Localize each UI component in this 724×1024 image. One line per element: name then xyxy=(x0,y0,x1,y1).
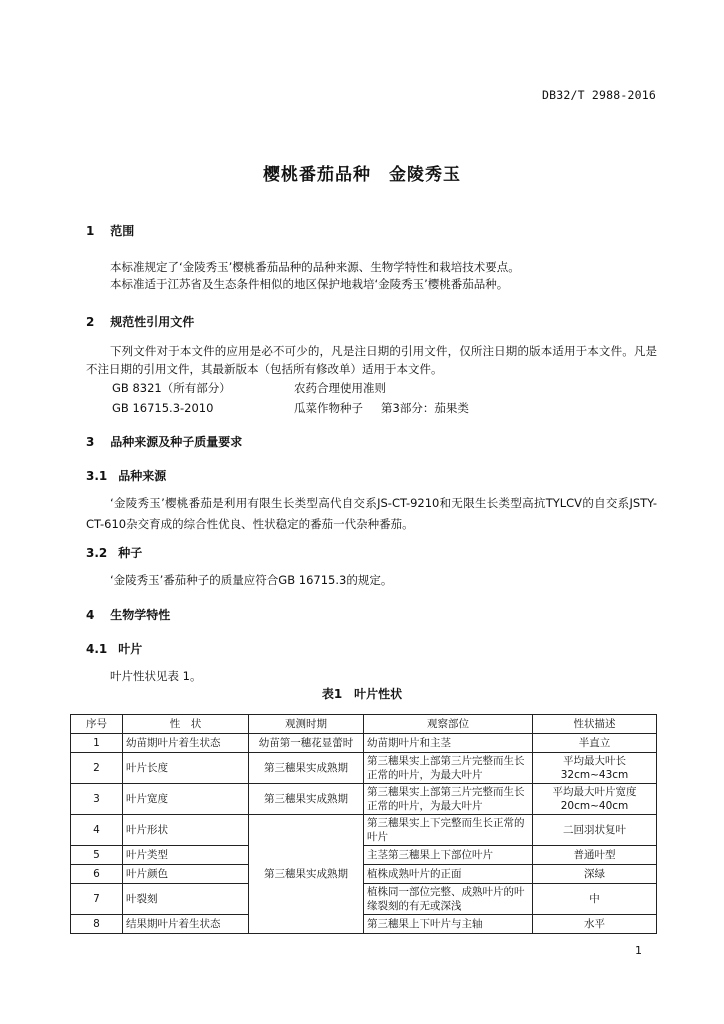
paragraph: 叶片性状见表 1。 xyxy=(110,669,202,683)
part-cell: 第三穗果实上部第三片完整而生长正常的叶片，为最大叶片 xyxy=(364,753,533,784)
section-title: 生物学特性 xyxy=(110,608,171,622)
section-title: 品种来源及种子质量要求 xyxy=(110,435,243,449)
description-cell: 平均最大叶长 32cm~43cm xyxy=(533,753,657,784)
page-number: 1 xyxy=(635,944,642,957)
section-3-heading xyxy=(86,433,242,450)
section-number: 3.1 xyxy=(86,469,108,483)
reference-row xyxy=(112,380,386,396)
trait-cell: 叶片宽度 xyxy=(123,784,249,815)
column-header: 观测时期 xyxy=(249,715,364,734)
reference-code: GB 16715.3-2010 xyxy=(112,401,214,415)
reference-name: 农药合理使用准则 xyxy=(294,381,386,395)
reference-name: 瓜菜作物种子 xyxy=(294,401,363,415)
description-cell: 半直立 xyxy=(533,734,657,753)
paragraph: ‘金陵秀玉’番茄种子的质量应符合GB 16715.3的规定。 xyxy=(110,573,393,587)
section-title: 规范性引用文件 xyxy=(110,315,195,329)
table-row xyxy=(71,846,657,865)
description-cell: 平均最大叶片宽度 20cm~40cm xyxy=(533,784,657,815)
section-title: 范围 xyxy=(110,224,135,238)
row-number: 6 xyxy=(71,865,123,884)
column-header: 观察部位 xyxy=(364,715,533,734)
paragraph: ‘金陵秀玉’樱桃番茄是利用有限生长类型高代自交系JS-CT-9210和无限生长类型高抗TYLCV的自交系JSTY-CT-610杂交育成的综合性优良、性状稳定的番茄一代杂种番茄。 xyxy=(86,496,657,531)
leaf-traits-table xyxy=(70,714,657,934)
trait-cell: 结果期叶片着生状态 xyxy=(123,915,249,934)
section-number: 4 xyxy=(86,608,95,622)
description-cell: 深绿 xyxy=(533,865,657,884)
table-row xyxy=(71,884,657,915)
part-cell: 第三穗果上下叶片与主轴 xyxy=(364,915,533,934)
part-cell: 植株成熟叶片的正面 xyxy=(364,865,533,884)
table-row xyxy=(71,815,657,846)
paragraph: 本标准规定了‘金陵秀玉’樱桃番茄品种的品种来源、生物学特性和栽培技术要点。 xyxy=(110,260,520,274)
description-cell: 二回羽状复叶 xyxy=(533,815,657,846)
section-title: 叶片 xyxy=(118,642,143,656)
trait-cell: 叶裂刻 xyxy=(123,884,249,915)
table-header-row xyxy=(71,715,657,734)
row-number: 2 xyxy=(71,753,123,784)
description-cell: 中 xyxy=(533,884,657,915)
part-cell: 幼苗期叶片和主茎 xyxy=(364,734,533,753)
trait-cell: 幼苗期叶片着生状态 xyxy=(123,734,249,753)
part-cell: 第三穗果实上部第三片完整而生长正常的叶片，为最大叶片 xyxy=(364,784,533,815)
shared-period-cell: 第三穗果实成熟期 xyxy=(249,815,364,934)
table-row xyxy=(71,915,657,934)
period-cell: 第三穗果实成熟期 xyxy=(249,753,364,784)
section-2-heading xyxy=(86,313,194,330)
paragraph: 本标准适于江苏省及生态条件相似的地区保护地栽培‘金陵秀玉’樱桃番茄品种。 xyxy=(110,277,509,291)
section-3-2-heading xyxy=(86,544,142,561)
column-header: 性 状 xyxy=(123,715,249,734)
document-code: DB32/T 2988-2016 xyxy=(542,88,656,102)
trait-cell: 叶片类型 xyxy=(123,846,249,865)
row-number: 4 xyxy=(71,815,123,846)
part-cell: 第三穗果实上下完整而生长正常的叶片 xyxy=(364,815,533,846)
description-cell: 普通叶型 xyxy=(533,846,657,865)
trait-cell: 叶片颜色 xyxy=(123,865,249,884)
row-number: 8 xyxy=(71,915,123,934)
section-3-1-heading xyxy=(86,467,166,484)
reference-row xyxy=(112,400,469,416)
section-4-heading xyxy=(86,606,170,623)
section-number: 4.1 xyxy=(86,642,108,656)
document-title: 樱桃番茄品种 金陵秀玉 xyxy=(263,165,461,185)
description-cell: 水平 xyxy=(533,915,657,934)
table-caption: 表1 叶片性状 xyxy=(321,687,403,701)
table-row xyxy=(71,865,657,884)
paragraph: 下列文件对于本文件的应用是必不可少的，凡是注日期的引用文件，仅所注日期的版本适用于本文件。凡是不注日期的引用文件，其最新版本（包括所有修改单）适用于本文件。 xyxy=(86,344,657,376)
table-row xyxy=(71,734,657,753)
section-number: 3.2 xyxy=(86,546,108,560)
section-4-1-heading xyxy=(86,640,142,657)
section-1-heading xyxy=(86,222,134,239)
part-cell: 植株同一部位完整、成熟叶片的叶缘裂刻的有无或深浅 xyxy=(364,884,533,915)
section-number: 3 xyxy=(86,435,95,449)
section-number: 2 xyxy=(86,315,95,329)
column-header: 序号 xyxy=(71,715,123,734)
period-cell: 幼苗第一穗花显蕾时 xyxy=(249,734,364,753)
section-title: 品种来源 xyxy=(118,469,167,483)
period-cell: 第三穗果实成熟期 xyxy=(249,784,364,815)
table-row xyxy=(71,784,657,815)
reference-code: GB 8321（所有部分） xyxy=(112,381,231,395)
row-number: 7 xyxy=(71,884,123,915)
section-number: 1 xyxy=(86,224,95,238)
row-number: 1 xyxy=(71,734,123,753)
reference-extra: 第3部分：茄果类 xyxy=(381,401,469,415)
trait-cell: 叶片形状 xyxy=(123,815,249,846)
section-title: 种子 xyxy=(118,546,143,560)
row-number: 5 xyxy=(71,846,123,865)
column-header: 性状描述 xyxy=(533,715,657,734)
row-number: 3 xyxy=(71,784,123,815)
part-cell: 主茎第三穗果上下部位叶片 xyxy=(364,846,533,865)
trait-cell: 叶片长度 xyxy=(123,753,249,784)
table-row xyxy=(71,753,657,784)
